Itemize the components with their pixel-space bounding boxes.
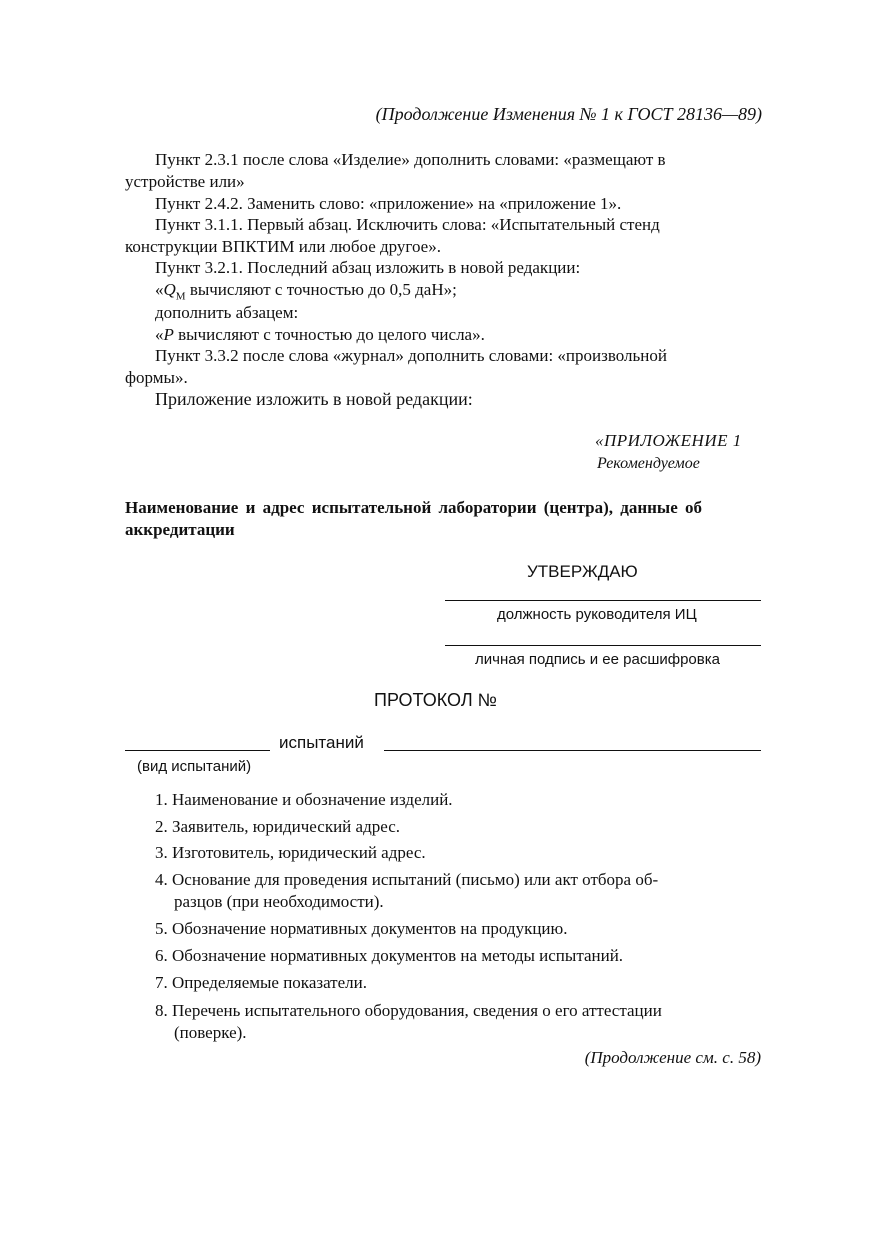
list-item-number: 8. <box>155 1001 168 1020</box>
list-item-continuation: разцов (при необходимости). <box>174 892 384 911</box>
symbol-q: Q <box>163 280 176 299</box>
list-item-text: Заявитель, юридический адрес. <box>172 817 400 836</box>
paragraph-3-3-2-line2: формы». <box>125 368 188 387</box>
symbol-p: Р <box>163 325 174 344</box>
list-item <box>155 790 453 810</box>
protocol-title: ПРОТОКОЛ № <box>374 690 497 710</box>
list-item-text: Перечень испытательного оборудования, сведения о его аттестации <box>172 1001 662 1020</box>
appendix-title: «ПРИЛОЖЕНИЕ 1 <box>595 431 742 450</box>
list-item-number: 1. <box>155 790 168 809</box>
list-item-text: Основание для проведения испытаний (письмо) или акт отбора об- <box>172 870 659 889</box>
position-signature-line <box>445 600 761 601</box>
paragraph-3-1-1-line2: конструкции ВПКТИМ или любое другое». <box>125 237 441 256</box>
list-item <box>155 919 567 939</box>
header-continuation: (Продолжение Изменения № 1 к ГОСТ 28136—89) <box>375 104 762 124</box>
quote-open: « <box>155 280 164 299</box>
paragraph-3-2-1-line3: дополнить абзацем: <box>155 303 299 322</box>
list-item <box>155 973 367 993</box>
list-item <box>155 843 426 863</box>
quote-open-p: « <box>155 325 164 344</box>
list-item <box>155 1001 662 1021</box>
paragraph-3-2-1-formula-p <box>155 325 485 345</box>
list-item-text: Наименование и обозначение изделий. <box>172 790 453 809</box>
paragraph-appendix-instruction: Приложение изложить в новой редакции: <box>155 389 473 409</box>
tests-word: испытаний <box>279 733 364 752</box>
list-item-number: 4. <box>155 870 168 889</box>
list-item-number: 3. <box>155 843 168 862</box>
appendix-subtitle: Рекомендуемое <box>597 455 700 472</box>
tests-caption: (вид испытаний) <box>137 758 252 775</box>
tests-blank-line <box>384 750 761 751</box>
position-caption: должность руководителя ИЦ <box>497 606 697 623</box>
paragraph-3-2-1-line1: Пункт 3.2.1. Последний абзац изложить в новой редакции: <box>155 258 581 277</box>
list-item-number: 6. <box>155 946 168 965</box>
list-item <box>155 870 658 890</box>
paragraph-2-4-2: Пункт 2.4.2. Заменить слово: «приложение» на «приложение 1». <box>155 194 622 213</box>
list-item-continuation: (поверке). <box>174 1023 247 1042</box>
list-item-text: Изготовитель, юридический адрес. <box>172 843 426 862</box>
personal-signature-line <box>445 645 761 646</box>
lab-name-line1: Наименование и адрес испытательной лаборатории (центра), данные об <box>125 498 702 517</box>
paragraph-2-3-1-line2: устройстве или» <box>125 172 245 191</box>
symbol-q-subscript: М <box>175 290 186 303</box>
list-item <box>155 817 400 837</box>
list-item-text: Обозначение нормативных документов на продукцию. <box>172 919 568 938</box>
paragraph-3-2-1-formula-qm <box>155 280 457 302</box>
signature-caption: личная подпись и ее расшифровка <box>475 651 720 668</box>
test-type-blank-line <box>125 750 270 751</box>
paragraph-2-3-1-line1: Пункт 2.3.1 после слова «Изделие» дополнить словами: «размещают в <box>155 150 666 169</box>
formula-p-text: вычисляют с точностью до целого числа». <box>173 325 485 344</box>
list-item-number: 2. <box>155 817 168 836</box>
list-item-text: Определяемые показатели. <box>172 973 367 992</box>
footer-continuation: (Продолжение см. с. 58) <box>584 1048 761 1067</box>
paragraph-3-1-1-line1: Пункт 3.1.1. Первый абзац. Исключить слова: «Испытательный стенд <box>155 215 660 234</box>
list-item <box>155 946 623 966</box>
lab-name-line2: аккредитации <box>125 520 235 539</box>
formula-qm-text: вычисляют с точностью до 0,5 даН»; <box>185 280 457 299</box>
list-item-number: 7. <box>155 973 168 992</box>
paragraph-3-3-2-line1: Пункт 3.3.2 после слова «журнал» дополнить словами: «произвольной <box>155 346 667 365</box>
list-item-text: Обозначение нормативных документов на методы испытаний. <box>172 946 624 965</box>
list-item-number: 5. <box>155 919 168 938</box>
approve-title: УТВЕРЖДАЮ <box>527 562 638 581</box>
